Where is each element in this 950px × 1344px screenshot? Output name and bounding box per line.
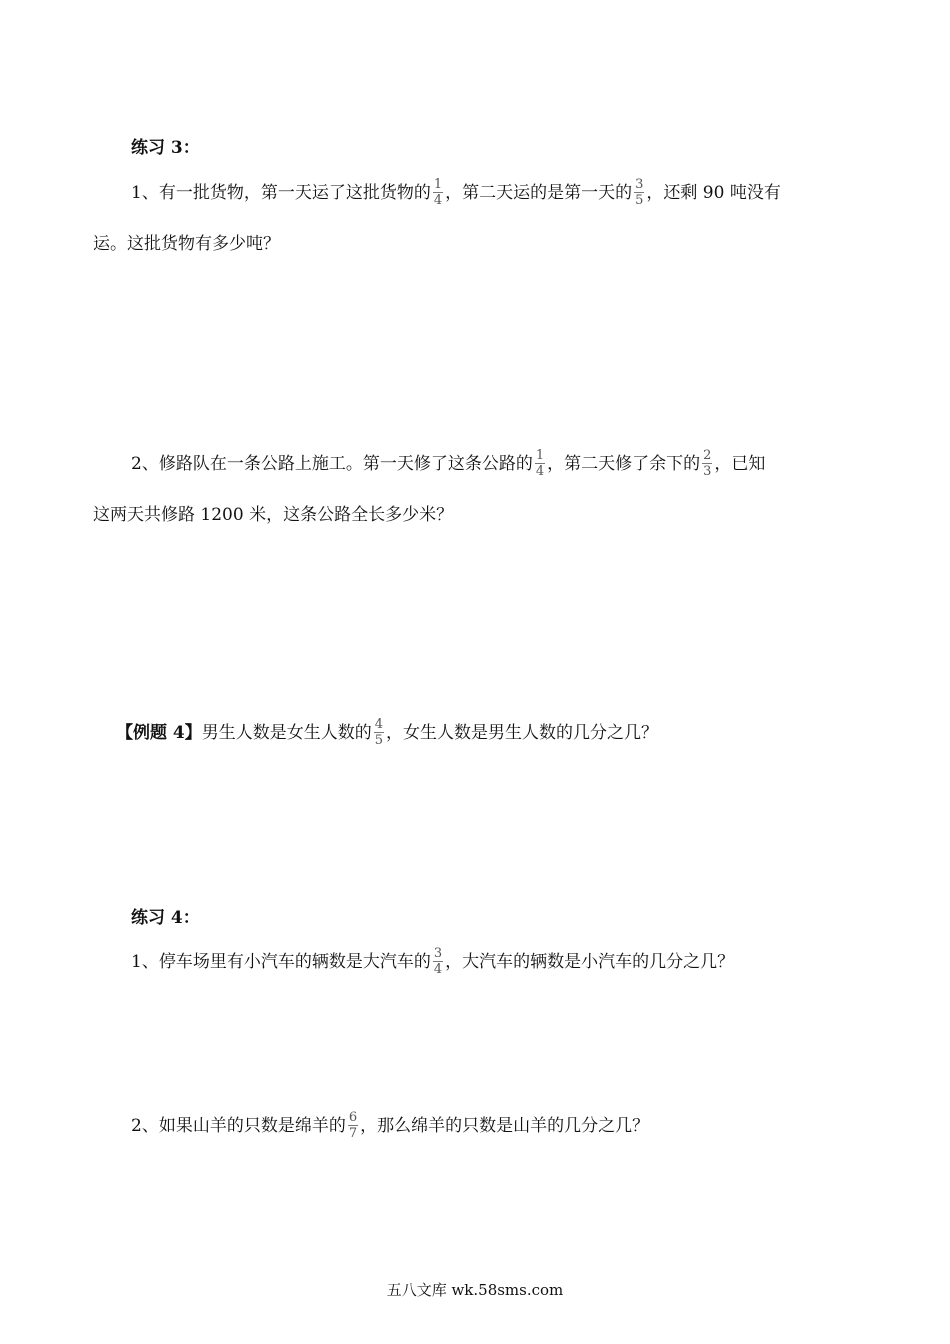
fraction-denominator: 5: [374, 733, 384, 748]
fraction-numerator: 3: [635, 177, 644, 192]
fraction-numerator: 6: [348, 1110, 358, 1125]
fraction-denominator: 4: [433, 962, 443, 977]
p4-q1-text-part2: ，大汽车的辆数是小汽车的几分之几？: [445, 952, 735, 972]
fraction-numerator: 4: [374, 717, 384, 732]
practice3-heading: 练习 3：: [131, 138, 200, 158]
fraction-denominator: 5: [635, 193, 644, 208]
p4-q2-text-part1: 2、如果山羊的只数是绵羊的: [131, 1116, 346, 1136]
q1-text-part1: 1、有一批货物，第一天运了这批货物的: [131, 183, 431, 203]
fraction: [535, 448, 545, 479]
fraction: [702, 448, 712, 479]
q2-text-part1: 2、修路队在一条公路上施工。第一天修了这条公路的: [131, 454, 533, 474]
q2-text-part2: ，第二天修了余下的: [547, 454, 701, 474]
fraction: [433, 946, 443, 977]
fraction-numerator: 2: [703, 448, 712, 463]
fraction: [374, 717, 384, 748]
practice3-q2-line2: 这两天共修路 1200 米，这条公路全长多少米？: [93, 505, 454, 525]
page-footer: 五八文库 wk.58sms.com: [386, 1281, 564, 1299]
p4-q2-text-part2: ，那么绵羊的只数是山羊的几分之几？: [360, 1116, 650, 1136]
q1-text-part2: ，第二天运的是第一天的: [445, 183, 633, 203]
practice4-heading: 练习 4：: [131, 908, 200, 928]
fraction: [433, 177, 443, 208]
fraction-numerator: 1: [433, 177, 443, 192]
fraction-denominator: 7: [348, 1126, 358, 1141]
practice4-q2-line: [131, 1111, 649, 1142]
practice3-q1-line2: 运。这批货物有多少吨？: [93, 234, 280, 254]
practice4-q1-line: [131, 947, 734, 978]
example4-text-part1: 男生人数是女生人数的: [201, 723, 372, 743]
p4-q1-text-part1: 1、停车场里有小汽车的辆数是大汽车的: [131, 952, 431, 972]
fraction-numerator: 1: [535, 448, 545, 463]
practice3-q1-line1: [131, 178, 781, 209]
q1-text-part3: ，还剩 90 吨没有: [646, 183, 781, 203]
fraction-denominator: 4: [535, 464, 545, 479]
example4-label: 【例题 4】: [116, 723, 202, 743]
fraction-denominator: 4: [433, 193, 443, 208]
example4-text-part2: ，女生人数是男生人数的几分之几？: [386, 723, 659, 743]
q2-text-part3: ，已知: [714, 454, 766, 474]
fraction: [348, 1110, 358, 1141]
fraction-numerator: 3: [433, 946, 443, 961]
fraction: [634, 177, 644, 208]
example4-line: [116, 718, 658, 749]
fraction-denominator: 3: [703, 464, 712, 479]
practice3-q2-line1: [131, 449, 765, 480]
